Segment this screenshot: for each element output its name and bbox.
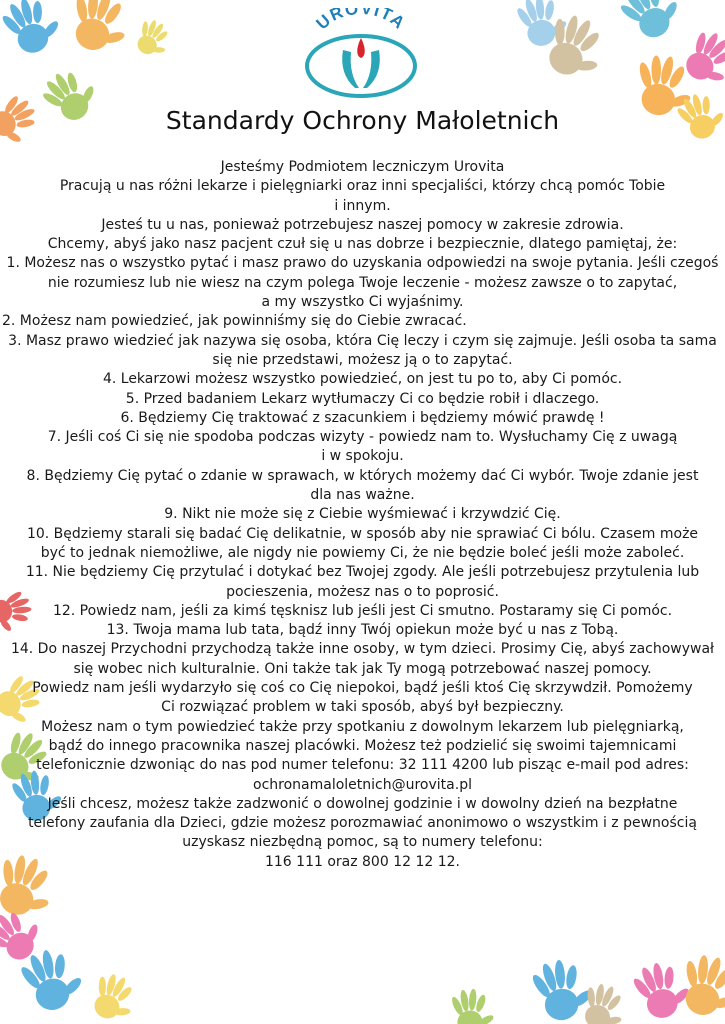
text-line: się wobec nich kulturalnie. Oni także tak jak Ty mogą potrzebować naszej pomocy. (73, 660, 652, 677)
text-line: się nie przedstawi, możesz ją o to zapytać. (212, 351, 513, 368)
text-line: Powiedz nam jeśli wydarzyło się coś co Cię niepokoi, bądź jeśli ktoś Cię skrzywdził. Pomożemy (32, 680, 693, 697)
page-title: Standardy Ochrony Małoletnich (165, 106, 560, 135)
text-line: Jesteś tu u nas, ponieważ potrzebujesz naszej pomocy w zakresie zdrowia. (101, 216, 624, 233)
text-line: 12. Powiedz nam, jeśli za kimś tęsknisz lub jeśli jest Ci smutno. Postaramy się Ci pomóc. (52, 602, 673, 619)
text-line: 6. Będziemy Cię traktować z szacunkiem i będziemy mówić prawdę ! (120, 409, 605, 426)
text-line: 10. Będziemy starali się badać Cię delikatnie, w sposób aby nie sprawiać Ci bólu. Czasem może (26, 525, 699, 542)
text-line[interactable]: ochronamaloletnich@urovita.pl (253, 776, 472, 793)
text-line: Jeśli chcesz, możesz także zadzwonić o dowolnej godzinie i w dowolny dzień na bezpłatne (47, 795, 678, 812)
text-line: 2. Możesz nam powiedzieć, jak powinniśmy się do Ciebie zwracać. (2, 313, 467, 330)
text-line: 13. Twoja mama lub tata, bądź inny Twój opiekun może być u nas z Tobą. (106, 622, 619, 639)
text-line: Jesteśmy Podmiotem leczniczym Urovita (220, 159, 505, 175)
text-line: telefonicznie dzwoniąc do nas pod numer telefonu: 32 111 4200 lub pisząc e-mail pod adres: (36, 757, 689, 774)
text-line: 3. Masz prawo wiedzieć jak nazywa się osoba, która Cię leczy i czym się zajmuje. Jeśli osoba ta sama (8, 332, 717, 349)
svg-text:UROVITA (313, 8, 410, 33)
text-line: Ci rozwiązać problem w taki sposób, abyś był bezpieczny. (161, 699, 564, 716)
text-line: dla nas ważne. (310, 487, 415, 504)
text-line: Chcemy, abyś jako nasz pacjent czuł się u nas dobrze i bezpiecznie, dlatego pamiętaj, że: (47, 236, 678, 253)
text-line: pocieszenia, możesz nas o to poprosić. (226, 583, 499, 600)
text-line: 9. Nikt nie może się z Ciebie wyśmiewać i krzywdzić Cię. (164, 506, 561, 523)
text-line: Pracują u nas różni lekarze i pielęgniarki oraz inni specjaliści, którzy chcą pomóc Tobie (59, 178, 666, 195)
text-line: być to jednak niemożliwe, ale nigdy nie powiemy Ci, że nie będzie boleć jeśli może zaboleć. (40, 544, 685, 561)
text-line: 8. Będziemy Cię pytać o zdanie w sprawach, w których możemy dać Ci wybór. Twoje zdanie jest (26, 467, 699, 484)
text-line: i w spokoju. (321, 448, 404, 465)
text-line: 5. Przed badaniem Lekarz wytłumaczy Ci co będzie robił i dlaczego. (125, 390, 600, 407)
text-line: uzyskasz niezbędną pomoc, są to numery telefonu: (182, 834, 543, 851)
text-line: nie rozumiesz lub nie wiesz na czym polega Twoje leczenie - możesz zawsze o to zapytać, (47, 274, 678, 291)
text-line: bądź do innego pracownika naszej placówki. Możesz też podzielić się swoimi tajemnicami (48, 737, 677, 754)
urovita-logo (299, 8, 423, 100)
text-line: i innym. (334, 197, 391, 214)
text-line: 11. Nie będziemy Cię przytulać i dotykać bez Twojej zgody. Ale jeśli potrzebujesz przytulenia lub (25, 564, 700, 581)
text-line: 116 111 oraz 800 12 12 12. (264, 853, 460, 870)
body-text (0, 158, 725, 872)
text-line: Możesz nam o tym powiedzieć także przy spotkaniu z dowolnym lekarzem lub pielęgniarką, (41, 718, 684, 735)
text-line: 1. Możesz nas o wszystko pytać i masz prawo do uzyskania odpowiedzi na swoje pytania. Jeśli czegoś (6, 255, 719, 272)
text-line: a my wszystko Ci wyjaśnimy. (261, 294, 464, 311)
text-line: telefony zaufania dla Dzieci, gdzie możesz porozmawiać anonimowo o wszystkim i z pewnością (28, 815, 697, 832)
text-line: 4. Lekarzowi możesz wszystko powiedzieć, on jest tu po to, aby Ci pomóc. (102, 371, 623, 388)
logo-wordmark: UROVITA (312, 8, 410, 34)
text-line: 14. Do naszej Przychodni przychodzą także inne osoby, w tym dzieci. Prosimy Cię, abyś zachowywał (10, 641, 715, 658)
text-line: 7. Jeśli coś Ci się nie spodoba podczas wizyty - powiedz nam to. Wysłuchamy Cię z uwagą (47, 429, 678, 446)
